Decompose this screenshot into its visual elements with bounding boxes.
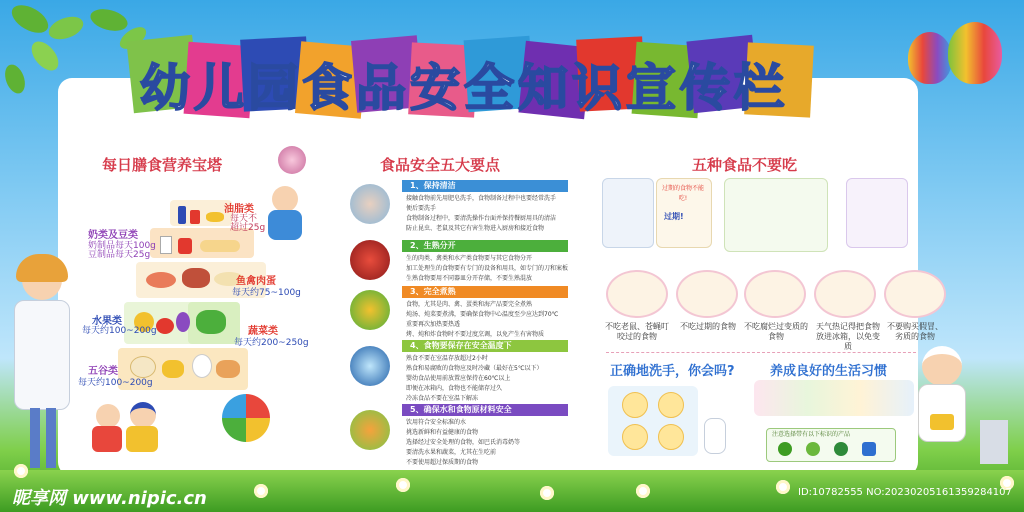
water-photo xyxy=(350,346,390,386)
pyramid-label-veg: 蔬菜类 xyxy=(248,326,278,337)
pyramid-heading: 每日膳食营养宝塔 xyxy=(102,156,223,174)
no-eat-caption-2: 不吃过期的食物 xyxy=(680,322,736,331)
safety-point-line: 熟食和易腐败的食物应及时冷藏（最好在5℃以下） xyxy=(406,365,543,372)
safety-point-line: 食物，尤其是肉、禽、蛋类和海产品要完全煮熟 xyxy=(406,301,533,308)
safety-point-line: 熟食不要在室温存放超过2小时 xyxy=(406,355,488,362)
speech-bubble-expired-short: 过期! xyxy=(664,212,684,221)
pollution-free-logo-icon xyxy=(834,442,848,456)
safety-point-line: 生熟食物要用不同器皿分开存储，不要生熟混放 xyxy=(406,275,533,282)
watermark-site: 昵享网 www.nipic.cn xyxy=(12,488,207,509)
qs-logo-icon xyxy=(862,442,876,456)
safety-heading: 食品安全五大要点 xyxy=(380,156,501,174)
flower-icon xyxy=(776,480,790,494)
wash-heading: 正确地洗手，你会吗? xyxy=(610,364,735,379)
safety-point-line: 炖汤、炖菜要煮沸，要确保食物中心温度至少应达到70℃ xyxy=(406,311,559,318)
no-eat-image-3 xyxy=(744,270,806,318)
no-eat-image-5 xyxy=(884,270,946,318)
safety-point-line: 生的肉类、禽类和水产类食物要与其它食物分开 xyxy=(406,255,533,262)
safety-point-line: 饮用符合安全标准的水 xyxy=(406,419,467,426)
pyramid-desc-veg: 每天约200~250g xyxy=(234,338,309,348)
no-eat-image-1 xyxy=(606,270,668,318)
pyramid-label-grain: 五谷类 xyxy=(88,366,118,377)
balloon-icon xyxy=(948,22,1002,84)
handwash-steps xyxy=(608,386,698,456)
pyramid-desc-meat: 每天约75~100g xyxy=(232,288,301,298)
no-eat-image-2 xyxy=(676,270,738,318)
no-eat-image-4 xyxy=(814,270,876,318)
handwash-photo xyxy=(350,184,390,224)
safety-point-line: 挑选新鲜和有益健康的食物 xyxy=(406,429,479,436)
no-eat-caption-3: 不吃腐烂过变质的食物 xyxy=(744,322,808,341)
flower-icon xyxy=(540,486,554,500)
pyramid-desc-dairy-2: 豆制品每天25g xyxy=(88,250,151,260)
safety-point-line: 便后要洗手 xyxy=(406,205,437,212)
flower-icon xyxy=(254,484,268,498)
safety-point-line: 即便在冰箱内，食物也不能储存过久 xyxy=(406,385,503,392)
safety-point-title: 4、食物要保存在安全温度下 xyxy=(402,340,568,352)
pyramid-label-meat: 鱼禽肉蛋 xyxy=(236,276,276,287)
page-title: 幼儿园食品安全知识宣传栏 xyxy=(140,59,788,117)
pyramid-desc-oil-2: 超过25g xyxy=(230,223,266,233)
pyramid-label-oil: 油脂类 xyxy=(224,204,254,215)
fridge-cartoon xyxy=(846,178,908,248)
balloon-icon xyxy=(908,32,952,84)
pyramid-desc-oil-1: 每天不 xyxy=(230,214,258,224)
safety-point-line: 防止昆虫、老鼠及其它有害生物进入厨房和接近食物 xyxy=(406,225,545,232)
habit-illustrations xyxy=(754,380,914,416)
safety-point-line: 烤、炖和炸食物时不要过度烹调，以免产生有害物质 xyxy=(406,331,545,338)
safety-point-title: 3、完全煮熟 xyxy=(402,286,568,298)
no-eat-heading: 五种食品不要吃 xyxy=(692,156,798,174)
safety-point-line: 要清洗水果和蔬菜，尤其在生吃前 xyxy=(406,449,497,456)
safety-point-title: 1、保持清洁 xyxy=(402,180,568,192)
safety-point-line: 婴幼食品使用前放置应保持在60℃以上 xyxy=(406,375,511,382)
pyramid-desc-fruit: 每天约100~200g xyxy=(82,326,157,336)
no-eat-caption-4: 天气热记得把食物放进冰箱，以免变质 xyxy=(816,322,880,351)
handwash-step-icon xyxy=(622,392,648,418)
safety-point-line: 重要再次加热要热透 xyxy=(406,321,461,328)
safety-point-line: 食物制备过程中，要清洗操作台面并保持餐厨用具的清洁 xyxy=(406,215,557,222)
safety-point-line: 不要使用超过保质期的食物 xyxy=(406,459,479,466)
rotten-food-cartoon xyxy=(724,178,828,252)
vegetables-photo xyxy=(350,290,390,330)
pyramid-desc-dairy-1: 奶制品每天100g xyxy=(88,241,156,251)
flower-icon xyxy=(396,478,410,492)
handwash-step-icon xyxy=(658,392,684,418)
watermark-id: ID:10782555 NO:20230205161359284107 xyxy=(798,487,1012,498)
no-eat-caption-1: 不吃老鼠、苍蝇叮咬过的食物 xyxy=(605,322,669,341)
safety-point-line: 选择经过安全处理的食物，如巴氏消毒奶等 xyxy=(406,439,521,446)
flower-icon xyxy=(14,464,28,478)
handwash-step-icon xyxy=(622,424,648,450)
safety-point-line: 接触食物前先用肥皂洗手，食物制备过程中也要经常洗手 xyxy=(406,195,557,202)
pyramid-label-dairy: 奶类及豆类 xyxy=(88,230,138,241)
speech-bubble-expired: 过期的食物不能吃! xyxy=(661,185,704,202)
certification-text: 注意选择带有以下标识的产品 xyxy=(772,431,851,438)
safety-point-title: 5、确保水和食物原材料安全 xyxy=(402,404,568,416)
pyramid-label-fruit: 水果类 xyxy=(92,316,122,327)
food-clock-illustration xyxy=(222,394,270,442)
safety-point-line: 加工处理生的食物要有专门的设备和用具，如专门的刀和案板 xyxy=(406,265,569,272)
kitchen-cartoon xyxy=(602,178,654,248)
safety-point-title: 2、生熟分开 xyxy=(402,240,568,252)
no-eat-caption-5: 不要购买假冒、劣质的食物 xyxy=(887,322,943,341)
handwash-step-icon xyxy=(658,424,684,450)
dashed-divider xyxy=(606,352,916,353)
doctor-small-character xyxy=(704,418,726,454)
building-illustration xyxy=(980,420,1008,464)
green-food-logo-icon xyxy=(778,442,792,456)
flower-icon xyxy=(636,484,650,498)
pyramid-desc-grain: 每天约100~200g xyxy=(78,378,153,388)
habits-heading: 养成良好的生活习惯 xyxy=(770,364,888,379)
raw-meat-photo xyxy=(350,240,390,280)
safety-point-line: 冷冻食品不要在室温下解冻 xyxy=(406,395,479,402)
organic-logo-icon xyxy=(806,442,820,456)
fruit-photo xyxy=(350,410,390,450)
